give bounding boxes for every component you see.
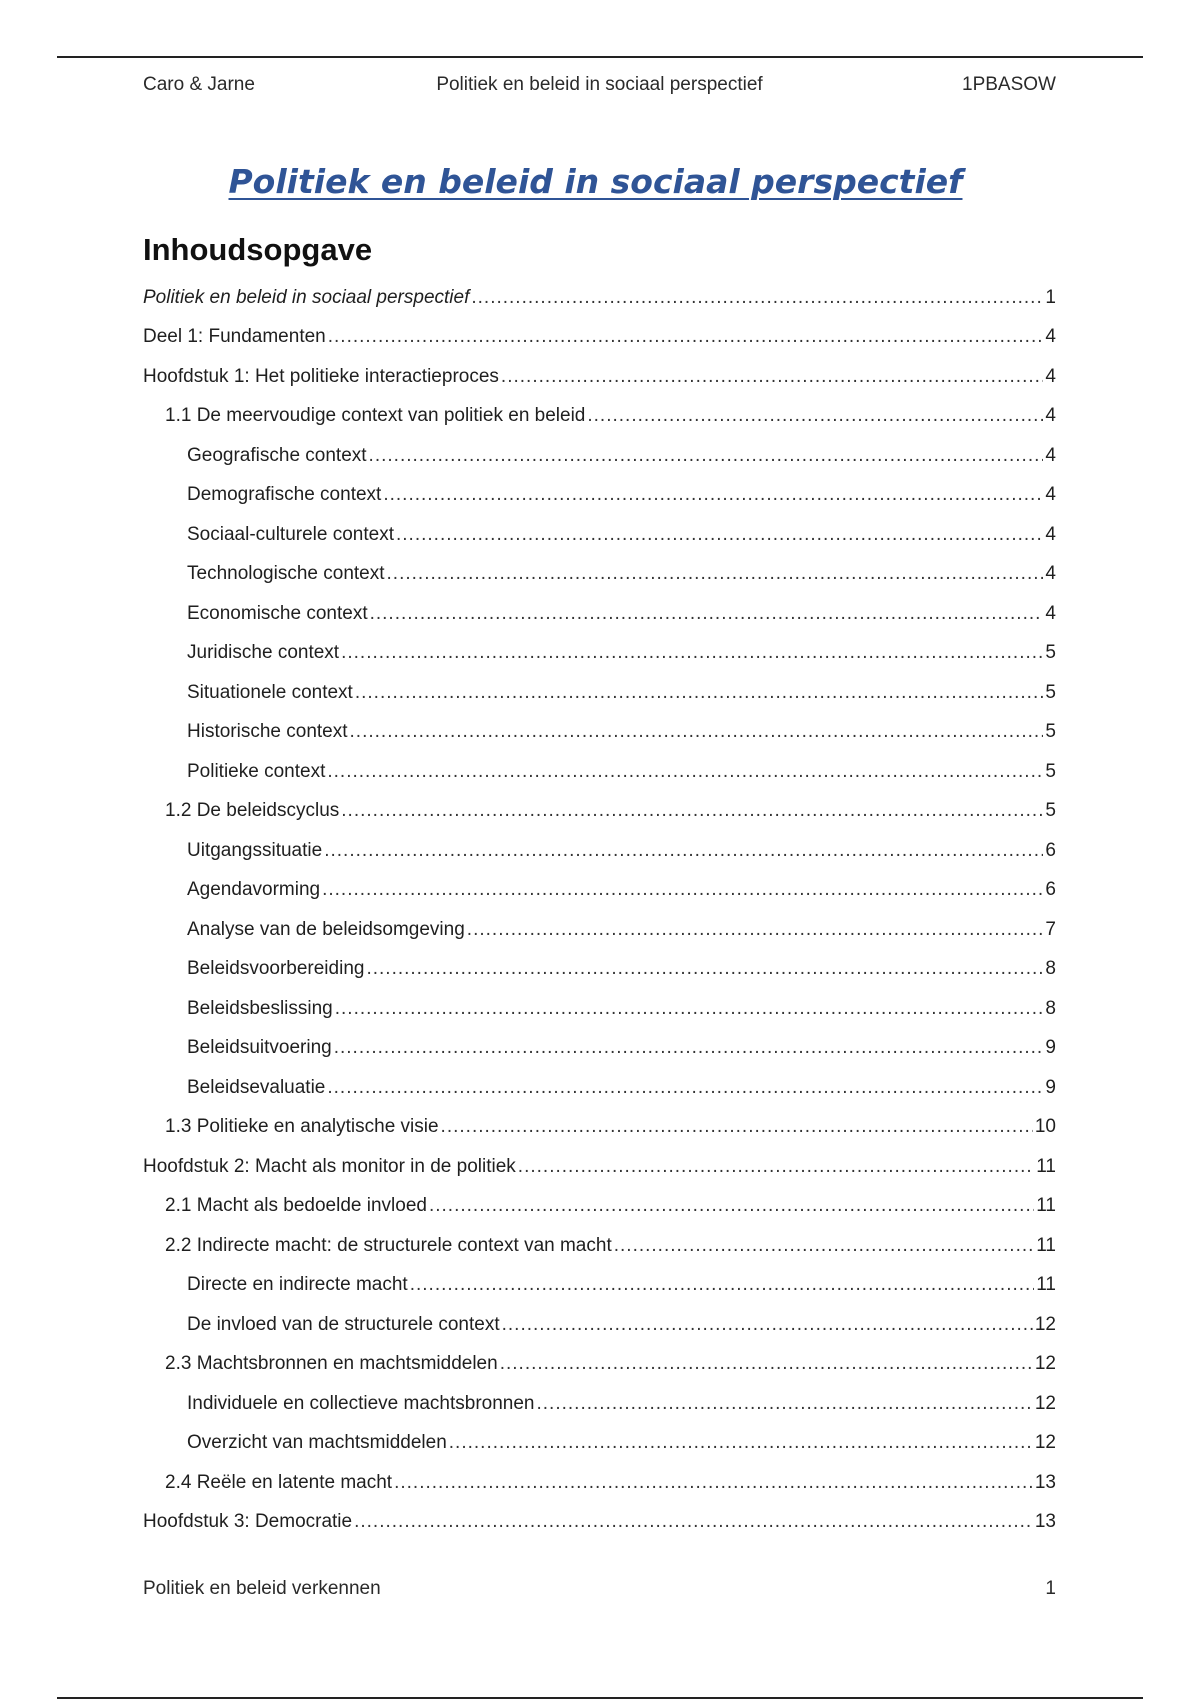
toc-entry[interactable] — [143, 1305, 1056, 1345]
toc-entry[interactable] — [143, 950, 1056, 990]
toc-entry[interactable] — [143, 594, 1056, 634]
toc-entry-page: 12 — [1034, 1392, 1056, 1414]
toc-entry-label: 2.3 Machtsbronnen en machtsmiddelen — [165, 1353, 498, 1375]
toc-entry-label: Analyse van de beleidsomgeving — [187, 918, 465, 940]
toc-entry-page: 4 — [1045, 405, 1056, 427]
toc-entry-page: 4 — [1045, 602, 1056, 624]
toc-entry[interactable] — [143, 831, 1056, 871]
toc-entry[interactable] — [143, 871, 1056, 911]
toc-entry-page: 11 — [1036, 1155, 1056, 1177]
toc-dot-leader — [354, 1511, 1033, 1533]
toc-entry-label: Beleidsevaluatie — [187, 1076, 326, 1098]
toc-entry[interactable] — [143, 1266, 1056, 1306]
toc-entry-label: Historische context — [187, 721, 348, 743]
toc-entry-label: 1.2 De beleidscyclus — [165, 800, 340, 822]
toc-dot-leader — [429, 1195, 1034, 1217]
toc-dot-leader — [467, 919, 1044, 941]
toc-entry-label: Overzicht van machtsmiddelen — [187, 1432, 447, 1454]
toc-dot-leader — [335, 998, 1044, 1020]
toc-entry-page: 5 — [1045, 760, 1056, 782]
toc-entry-page: 6 — [1045, 879, 1056, 901]
toc-entry[interactable] — [143, 752, 1056, 792]
toc-entry-label: Politiek en beleid in sociaal perspectief — [143, 286, 470, 308]
toc-dot-leader — [471, 287, 1043, 309]
toc-dot-leader — [350, 721, 1044, 743]
toc-entry-page: 10 — [1034, 1116, 1056, 1138]
toc-entry-page: 13 — [1034, 1471, 1056, 1493]
toc-entry-label: 1.1 De meervoudige context van politiek en beleid — [165, 405, 586, 427]
toc-dot-leader — [328, 326, 1044, 348]
toc-entry[interactable] — [143, 1108, 1056, 1148]
toc-entry-label: Beleidsvoorbereiding — [187, 958, 365, 980]
toc-entry-label: 2.2 Indirecte macht: de structurele context van macht — [165, 1234, 612, 1256]
toc-entry[interactable] — [143, 1029, 1056, 1069]
toc-entry-label: Hoofdstuk 1: Het politieke interactieproces — [143, 365, 499, 387]
toc-entry[interactable] — [143, 910, 1056, 950]
toc-entry-page: 5 — [1045, 800, 1056, 822]
toc-dot-leader — [410, 1274, 1035, 1296]
toc-entry-label: Beleidsuitvoering — [187, 1037, 332, 1059]
toc-entry[interactable] — [143, 1226, 1056, 1266]
header-course-code: 1PBASOW — [962, 74, 1056, 95]
document-title-text: Politiek en beleid in sociaal perspectief — [228, 162, 963, 201]
toc-dot-leader — [383, 484, 1043, 506]
toc-entry-page: 4 — [1045, 444, 1056, 466]
toc-entry[interactable] — [143, 1187, 1056, 1227]
toc-entry-label: Uitgangssituatie — [187, 839, 323, 861]
toc-entry-label: Beleidsbeslissing — [187, 997, 333, 1019]
toc-dot-leader — [449, 1432, 1033, 1454]
toc-entry[interactable] — [143, 713, 1056, 753]
toc-entry-label: Sociaal-culturele context — [187, 523, 394, 545]
toc-entry-page: 6 — [1045, 839, 1056, 861]
toc-dot-leader — [327, 761, 1043, 783]
toc-entry-page: 11 — [1036, 1195, 1056, 1217]
toc-entry-label: Individuele en collectieve machtsbronnen — [187, 1392, 535, 1414]
toc-entry[interactable] — [143, 278, 1056, 318]
toc-entry[interactable] — [143, 1345, 1056, 1385]
toc-dot-leader — [370, 603, 1044, 625]
toc-entry-page: 5 — [1045, 642, 1056, 664]
table-of-contents — [143, 278, 1056, 1542]
toc-dot-leader — [369, 445, 1044, 467]
toc-entry-label: 1.3 Politieke en analytische visie — [165, 1116, 439, 1138]
toc-dot-leader — [396, 524, 1043, 546]
toc-entry[interactable] — [143, 436, 1056, 476]
toc-entry-page: 8 — [1045, 997, 1056, 1019]
toc-entry[interactable] — [143, 1424, 1056, 1464]
toc-entry[interactable] — [143, 1463, 1056, 1503]
toc-entry-page: 7 — [1045, 918, 1056, 940]
toc-entry[interactable] — [143, 555, 1056, 595]
toc-entry-page: 12 — [1034, 1353, 1056, 1375]
toc-entry-label: Hoofdstuk 3: Democratie — [143, 1511, 353, 1533]
page-header — [143, 74, 1056, 100]
toc-dot-leader — [500, 1353, 1033, 1375]
toc-entry-label: Economische context — [187, 602, 368, 624]
toc-entry-page: 11 — [1036, 1234, 1056, 1256]
toc-entry-page: 8 — [1045, 958, 1056, 980]
toc-entry-label: Technologische context — [187, 563, 385, 585]
toc-entry-page: 12 — [1034, 1313, 1056, 1335]
toc-entry-page: 12 — [1034, 1432, 1056, 1454]
toc-dot-leader — [324, 840, 1043, 862]
toc-entry-label: 2.1 Macht als bedoelde invloed — [165, 1195, 427, 1217]
toc-entry[interactable] — [143, 318, 1056, 358]
toc-dot-leader — [394, 1472, 1033, 1494]
toc-entry[interactable] — [143, 515, 1056, 555]
toc-entry-label: Situationele context — [187, 681, 353, 703]
footer-rule — [57, 1697, 1143, 1699]
toc-entry-label: Agendavorming — [187, 879, 321, 901]
toc-dot-leader — [341, 642, 1043, 664]
toc-entry[interactable] — [143, 357, 1056, 397]
document-title — [143, 162, 1056, 201]
toc-entry-page: 4 — [1045, 484, 1056, 506]
toc-heading: Inhoudsopgave — [143, 232, 373, 267]
toc-dot-leader — [334, 1037, 1044, 1059]
toc-dot-leader — [537, 1393, 1033, 1415]
toc-entry-page: 5 — [1045, 681, 1056, 703]
toc-entry-label: Juridische context — [187, 642, 340, 664]
toc-dot-leader — [355, 682, 1044, 704]
toc-dot-leader — [341, 800, 1043, 822]
toc-dot-leader — [387, 563, 1044, 585]
toc-entry[interactable] — [143, 476, 1056, 516]
toc-entry[interactable] — [143, 1068, 1056, 1108]
toc-dot-leader — [502, 1314, 1033, 1336]
toc-entry-label: Deel 1: Fundamenten — [143, 326, 326, 348]
header-authors: Caro & Jarne — [143, 74, 255, 95]
toc-entry-page: 4 — [1045, 326, 1056, 348]
toc-entry-page: 4 — [1045, 365, 1056, 387]
footer-text: Politiek en beleid verkennen — [143, 1578, 381, 1599]
toc-entry-page: 4 — [1045, 523, 1056, 545]
toc-dot-leader — [322, 879, 1043, 901]
toc-entry[interactable] — [143, 792, 1056, 832]
toc-entry-label: Demografische context — [187, 484, 382, 506]
toc-entry-page: 9 — [1045, 1076, 1056, 1098]
toc-entry-page: 13 — [1034, 1511, 1056, 1533]
toc-dot-leader — [614, 1235, 1035, 1257]
header-center-text: Politiek en beleid in sociaal perspectief — [436, 74, 763, 95]
toc-entry-page: 5 — [1045, 721, 1056, 743]
toc-dot-leader — [366, 958, 1043, 980]
toc-entry[interactable] — [143, 1147, 1056, 1187]
toc-entry-page: 9 — [1045, 1037, 1056, 1059]
toc-entry-label: Geografische context — [187, 444, 367, 466]
toc-entry[interactable] — [143, 673, 1056, 713]
header-rule — [57, 56, 1143, 58]
toc-dot-leader — [441, 1116, 1033, 1138]
toc-entry-label: 2.4 Reële en latente macht — [165, 1471, 393, 1493]
toc-entry-label: De invloed van de structurele context — [187, 1313, 500, 1335]
toc-entry[interactable] — [143, 1503, 1056, 1543]
toc-dot-leader — [587, 405, 1043, 427]
toc-entry-label: Directe en indirecte macht — [187, 1274, 408, 1296]
toc-entry-label: Politieke context — [187, 760, 326, 782]
toc-dot-leader — [501, 366, 1044, 388]
toc-dot-leader — [327, 1077, 1043, 1099]
toc-entry-page: 11 — [1036, 1274, 1056, 1296]
footer-page-number: 1 — [1045, 1578, 1056, 1599]
toc-entry[interactable] — [143, 634, 1056, 674]
toc-entry-page: 4 — [1045, 563, 1056, 585]
toc-entry[interactable] — [143, 989, 1056, 1029]
toc-entry-page: 1 — [1045, 286, 1056, 308]
toc-entry-label: Hoofdstuk 2: Macht als monitor in de politiek — [143, 1155, 516, 1177]
toc-entry[interactable] — [143, 397, 1056, 437]
toc-dot-leader — [518, 1156, 1034, 1178]
toc-entry[interactable] — [143, 1384, 1056, 1424]
